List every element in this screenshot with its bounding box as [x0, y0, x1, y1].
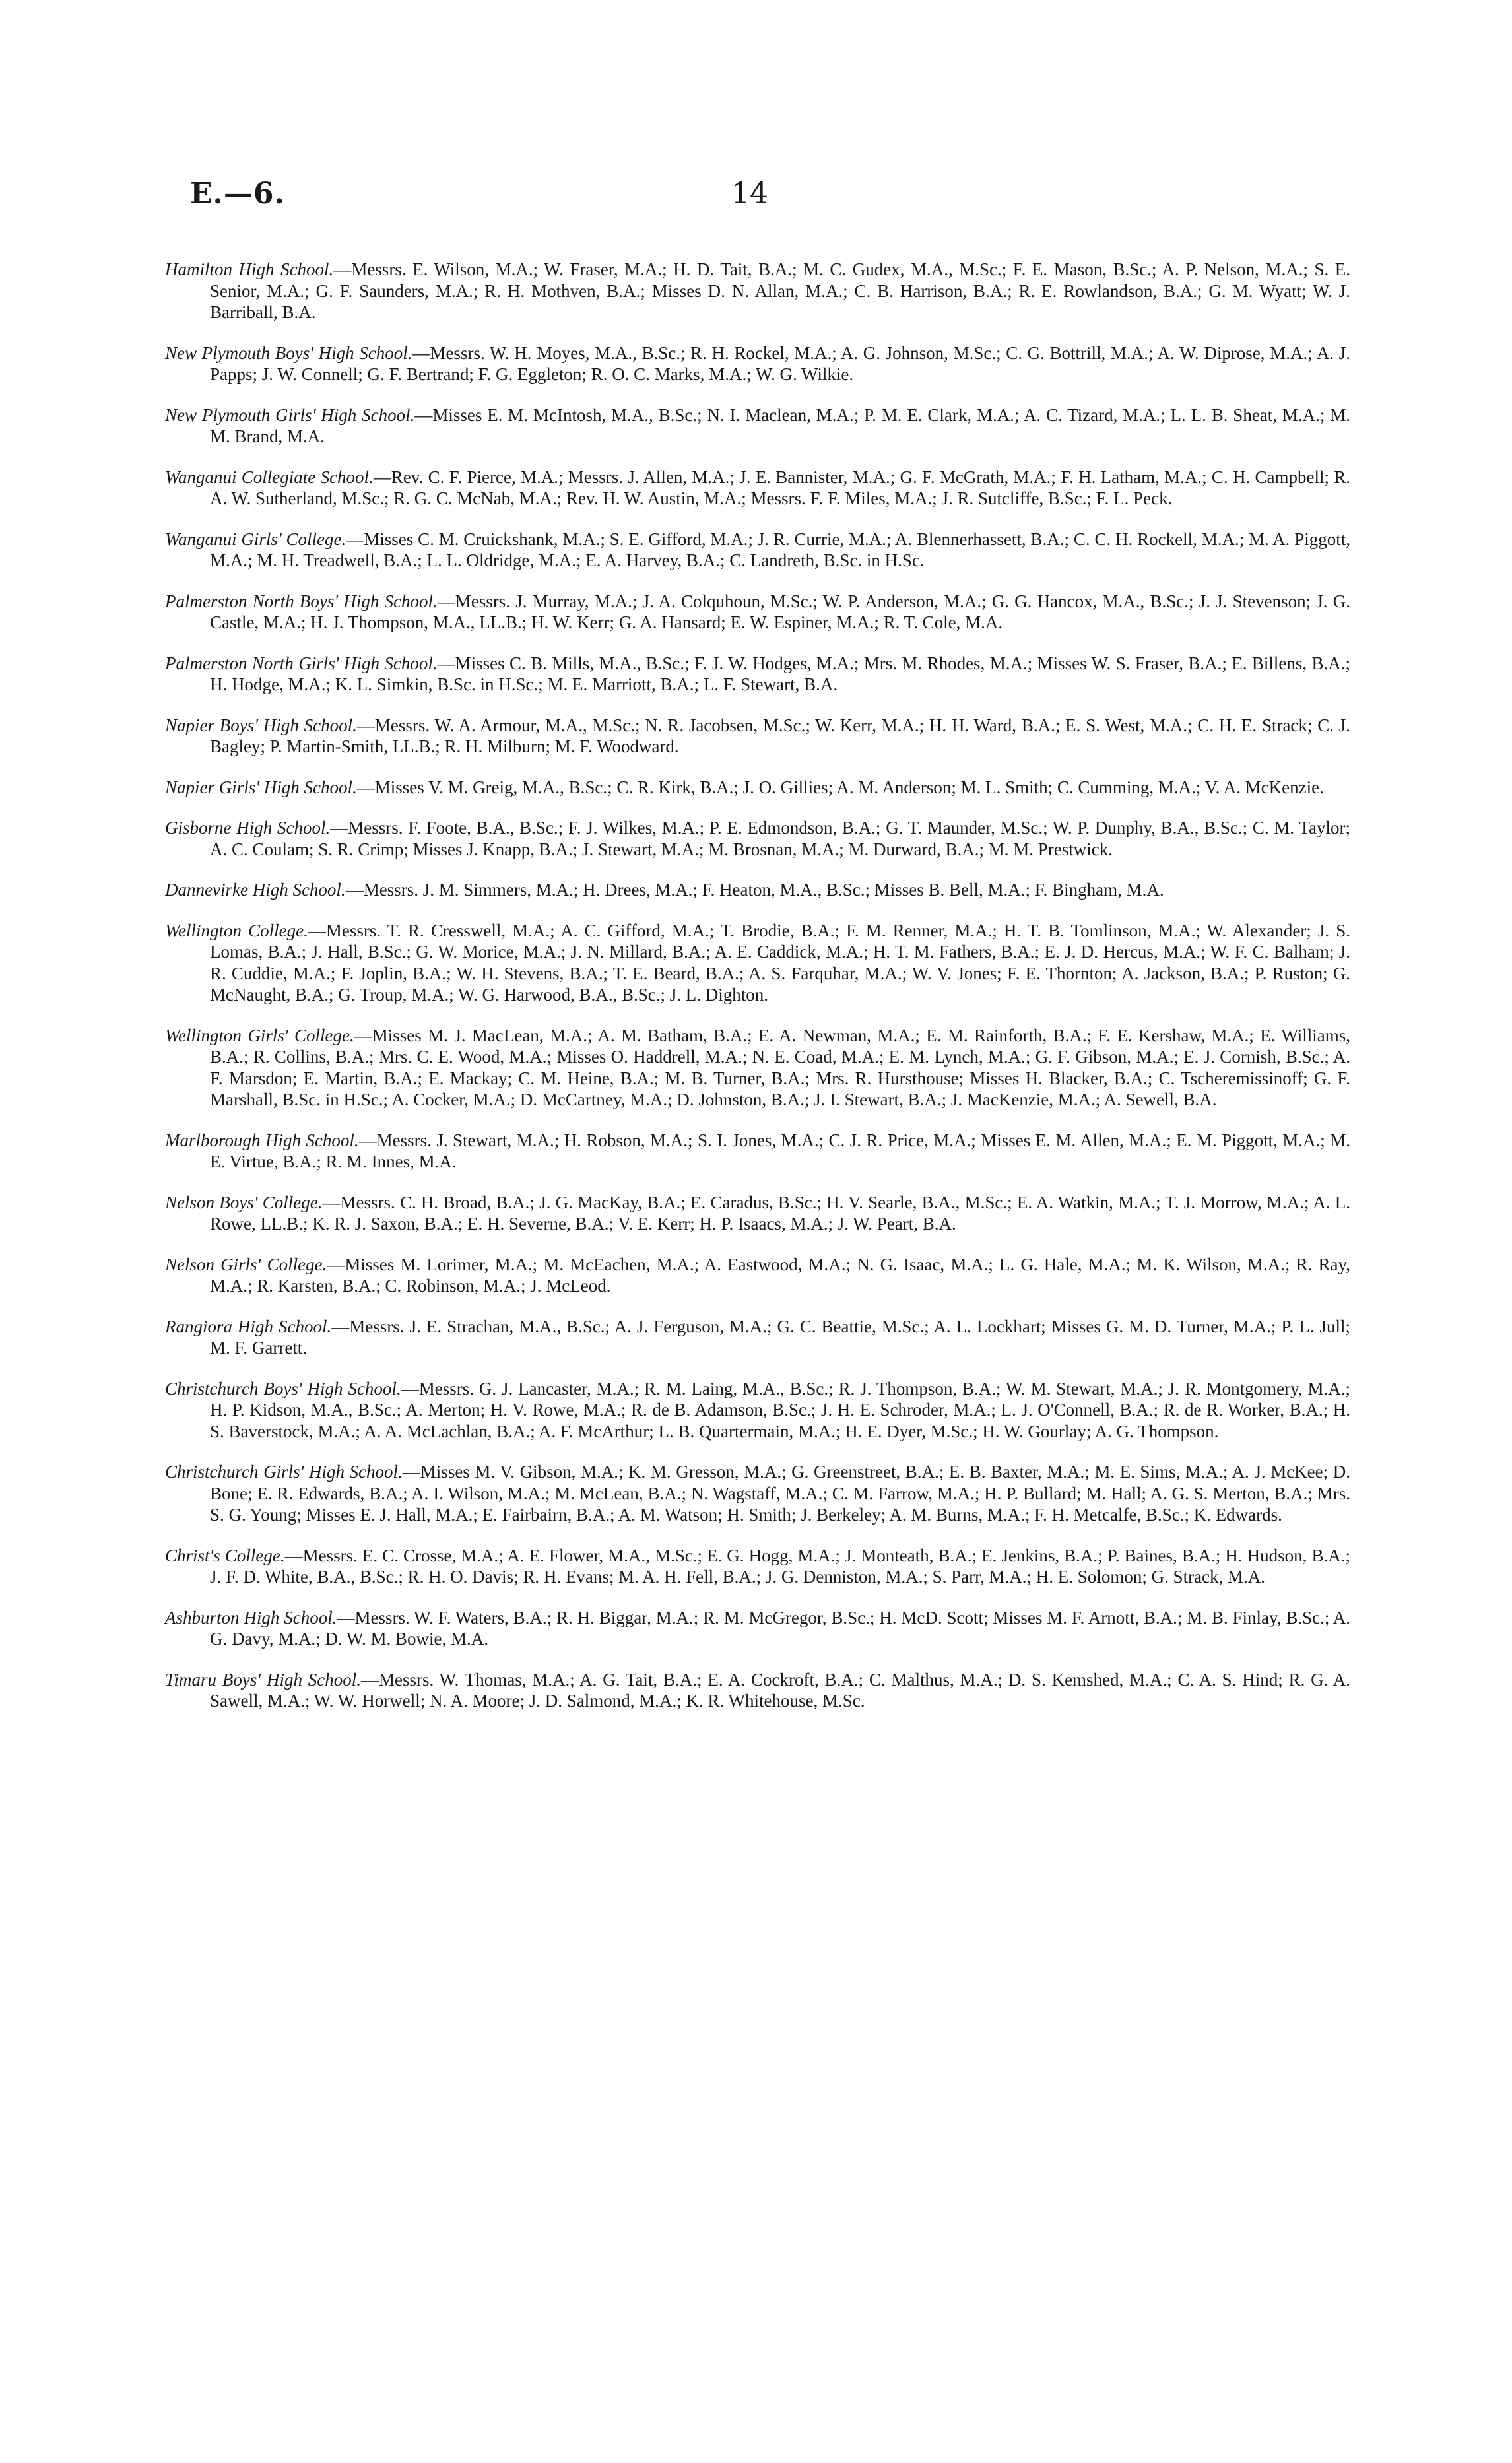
- school-entry: [165, 1254, 1350, 1297]
- school-name: Nelson Boys' College.: [165, 1192, 323, 1212]
- school-entry: [165, 1130, 1350, 1173]
- school-entry: [165, 1461, 1350, 1526]
- school-name: Christ's College.: [165, 1545, 285, 1565]
- school-entry: [165, 817, 1350, 860]
- staff-list: [165, 259, 1350, 1731]
- staff-names: —Misses C. B. Mills, M.A., B.Sc.; F. J. W. Hodges, M.A.; Mrs. M. Rhodes, M.A.; Misses W. S. Fraser, B.A.; E. Billens, B.A.; H. Hodge, M.A.; K. L. Simkin, B.Sc. in H.Sc.; M. E. Marriott, B.A.; L. F. Stewart, B.A.: [210, 653, 1351, 694]
- staff-names: —Messrs. T. R. Cresswell, M.A.; A. C. Gifford, M.A.; T. Brodie, B.A.; F. M. Renner, M.A.; H. T. B. Tomlinson, M.A.; W. Alexander; J. S. Lomas, B.A.; J. Hall, B.Sc.; G. W. Morice, M.A.; J. N. Millard, B.A.; A. E. Caddick, M.A.; H. T. M. Fathers, B.A.; E. J. D. Hercus, M.A.; W. F. C. Balham; J. R. Cuddie, M.A.; F. Joplin, B.A.; W. H. Stevens, B.A.; T. E. Beard, B.A.; A. S. Farquhar, M.A.; W. V. Jones; F. E. Thornton; A. Jackson, B.A.; P. Ruston; G. McNaught, B.A.; G. Troup, M.A.; W. G. Harwood, B.A., B.Sc.; J. L. Dighton.: [210, 920, 1350, 1004]
- school-name: Wellington Girls' College.: [165, 1025, 354, 1045]
- staff-names: —Messrs. G. J. Lancaster, M.A.; R. M. Laing, M.A., B.Sc.; R. J. Thompson, B.A.; W. M. Stewart, M.A.; J. R. Montgomery, M.A.; H. P. Kidson, M.A., B.Sc.; A. Merton; H. V. Rowe, M.A.; R. de B. Adamson, B.Sc.; J. H. E. Schroder, M.A.; L. J. O'Connell, B.A.; R. de R. Worker, B.A.; H. S. Baverstock, M.A.; A. A. McLachlan, B.A.; A. F. McArthur; L. B. Quartermain, M.A.; H. E. Dyer, M.Sc.; H. W. Gourlay; A. G. Thompson.: [210, 1378, 1350, 1441]
- school-entry: [165, 1378, 1350, 1443]
- staff-names: —Messrs. J. E. Strachan, M.A., B.Sc.; A. J. Ferguson, M.A.; G. C. Beattie, M.Sc.; A. L. Lockhart; Misses G. M. D. Turner, M.A.; P. L. Jull; M. F. Garrett.: [210, 1316, 1350, 1358]
- school-entry: [165, 1669, 1350, 1712]
- staff-names: —Misses M. J. MacLean, M.A.; A. M. Batham, B.A.; E. A. Newman, M.A.; E. M. Rainforth, B.A.; F. E. Kershaw, M.A.; E. Williams, B.A.; R. Collins, B.A.; Mrs. C. E. Wood, M.A.; Misses O. Haddrell, M.A.; N. E. Coad, M.A.; E. M. Lynch, M.A.; G. F. Gibson, M.A.; E. J. Cornish, B.Sc.; A. F. Marsdon; E. Martin, B.A.; E. Mackay; C. M. Heine, B.A.; M. B. Turner, B.A.; Mrs. R. Hursthouse; Misses H. Blacker, B.A.; C. Tscheremissinoff; G. F. Marshall, B.Sc. in H.Sc.; A. Cocker, M.A.; D. McCartney, M.A.; D. Johnston, B.A.; J. I. Stewart, B.A.; J. MacKenzie, M.A.; A. Sewell, B.A.: [210, 1025, 1350, 1109]
- school-entry: [165, 405, 1350, 447]
- school-name: Rangiora High School.: [165, 1316, 332, 1336]
- school-entry: [165, 591, 1350, 634]
- school-entry: [165, 529, 1350, 572]
- school-name: Wellington College.: [165, 920, 308, 940]
- school-name: Palmerston North Boys' High School.: [165, 591, 438, 611]
- school-entry: [165, 1025, 1350, 1111]
- staff-names: —Messrs. J. M. Simmers, M.A.; H. Drees, M.A.; F. Heaton, M.A., B.Sc.; Misses B. Bell, M.A.; F. Bingham, M.A.: [345, 880, 1164, 900]
- staff-names: —Messrs. W. A. Armour, M.A., M.Sc.; N. R. Jacobsen, M.Sc.; W. Kerr, M.A.; H. H. Ward, B.A.; E. S. West, M.A.; C. H. E. Strack; C. J. Bagley; P. Martin-Smith, LL.B.; R. H. Milburn; M. F. Woodward.: [210, 715, 1351, 756]
- school-entry: [165, 879, 1350, 901]
- document-code: E.—6.: [190, 177, 285, 211]
- school-name: Dannevirke High School.: [165, 880, 346, 900]
- staff-names: —Messrs. J. Stewart, M.A.; H. Robson, M.A.; S. I. Jones, M.A.; C. J. R. Price, M.A.; Misses E. M. Allen, M.A.; E. M. Piggott, M.A.; M. E. Virtue, B.A.; R. M. Innes, M.A.: [210, 1130, 1350, 1171]
- page-header: [190, 177, 1322, 216]
- school-name: Wanganui Collegiate School.: [165, 467, 374, 487]
- school-name: New Plymouth Boys' High School.: [165, 343, 412, 363]
- school-name: Timaru Boys' High School.: [165, 1669, 362, 1690]
- staff-names: —Messrs. J. Murray, M.A.; J. A. Colquhoun, M.Sc.; W. P. Anderson, M.A.; G. G. Hancox, M.A., B.Sc.; J. J. Stevenson; J. G. Castle, M.A.; H. J. Thompson, M.A., LL.B.; H. W. Kerr; G. A. Hansard; E. W. Espiner, M.A.; R. T. Cole, M.A.: [210, 591, 1350, 632]
- staff-names: —Misses M. V. Gibson, M.A.; K. M. Gresson, M.A.; G. Greenstreet, B.A.; E. B. Baxter, M.A.; M. E. Sims, M.A.; A. J. McKee; D. Bone; E. R. Edwards, B.A.; A. I. Wilson, M.A.; M. McLean, B.A.; N. Wagstaff, M.A.; C. M. Farrow, M.A.; H. P. Bullard; M. Hall; A. G. S. Merton, B.A.; Mrs. S. G. Young; Misses E. J. Hall, M.A.; E. Fairbairn, B.A.; A. M. Watson; H. Smith; J. Berkeley; A. M. Burns, M.A.; F. H. Metcalfe, B.Sc.; K. Edwards.: [210, 1462, 1350, 1525]
- school-name: Nelson Girls' College.: [165, 1254, 327, 1274]
- staff-names: —Messrs. W. Thomas, M.A.; A. G. Tait, B.A.; E. A. Cockroft, B.A.; C. Malthus, M.A.; D. S. Kemshed, M.A.; C. A. S. Hind; R. G. A. Sawell, M.A.; W. W. Horwell; N. A. Moore; J. D. Salmond, M.A.; K. R. Whitehouse, M.Sc.: [210, 1669, 1351, 1711]
- school-entry: [165, 1192, 1350, 1235]
- staff-names: —Messrs. E. C. Crosse, M.A.; A. E. Flower, M.A., M.Sc.; E. G. Hogg, M.A.; J. Monteath, B.A.; E. Jenkins, B.A.; P. Baines, B.A.; H. Hudson, B.A.; J. F. D. White, B.A., B.Sc.; R. H. O. Davis; R. H. Evans; M. A. H. Fell, B.A.; J. G. Denniston, M.A.; S. Parr, M.A.; H. E. Solomon; G. Strack, M.A.: [210, 1545, 1350, 1587]
- staff-names: —Misses V. M. Greig, M.A., B.Sc.; C. R. Kirk, B.A.; J. O. Gillies; A. M. Anderson; M. L. Smith; C. Cumming, M.A.; V. A. McKenzie.: [356, 777, 1324, 797]
- school-entry: [165, 920, 1350, 1006]
- school-name: Wanganui Girls' College.: [165, 529, 346, 549]
- school-entry: [165, 259, 1350, 323]
- school-name: Christchurch Girls' High School.: [165, 1462, 403, 1482]
- staff-names: —Messrs. E. Wilson, M.A.; W. Fraser, M.A.; H. D. Tait, B.A.; M. C. Gudex, M.A., M.Sc.; F. E. Mason, B.Sc.; A. P. Nelson, M.A.; S. E. Senior, M.A.; G. F. Saunders, M.A.; R. H. Mothven, B.A.; Misses D. N. Allan, M.A.; C. B. Harrison, B.A.; R. E. Rowlandson, B.A.; G. M. Wyatt; W. J. Barriball, B.A.: [210, 259, 1350, 322]
- school-name: Napier Girls' High School.: [165, 777, 357, 797]
- staff-names: —Rev. C. F. Pierce, M.A.; Messrs. J. Allen, M.A.; J. E. Bannister, M.A.; G. F. McGrath, M.A.; F. H. Latham, M.A.; C. H. Campbell; R. A. W. Sutherland, M.Sc.; R. G. C. McNab, M.A.; Rev. H. W. Austin, M.A.; Messrs. F. F. Miles, M.A.; J. R. Sutcliffe, B.Sc.; F. L. Peck.: [210, 467, 1351, 508]
- school-name: Napier Boys' High School.: [165, 715, 357, 735]
- school-name: Marlborough High School.: [165, 1130, 359, 1150]
- school-entry: [165, 467, 1350, 509]
- staff-names: —Messrs. W. H. Moyes, M.A., B.Sc.; R. H. Rockel, M.A.; A. G. Johnson, M.Sc.; C. G. Bottrill, M.A.; A. W. Diprose, M.A.; A. J. Papps; J. W. Connell; G. F. Bertrand; F. G. Eggleton; R. O. C. Marks, M.A.; W. G. Wilkie.: [210, 343, 1350, 384]
- school-entry: [165, 1607, 1350, 1650]
- school-entry: [165, 653, 1350, 696]
- staff-names: —Messrs. C. H. Broad, B.A.; J. G. MacKay, B.A.; E. Caradus, B.Sc.; H. V. Searle, B.A., M.Sc.; E. A. Watkin, M.A.; T. J. Morrow, M.A.; A. L. Rowe, LL.B.; K. R. J. Saxon, B.A.; E. H. Severne, B.A.; V. E. Kerr; H. P. Isaacs, M.A.; J. W. Peart, B.A.: [210, 1192, 1350, 1233]
- school-entry: [165, 343, 1350, 385]
- school-name: New Plymouth Girls' High School.: [165, 405, 415, 425]
- page-number: 14: [731, 177, 768, 211]
- school-name: Christchurch Boys' High School.: [165, 1378, 401, 1398]
- staff-names: —Misses C. M. Cruickshank, M.A.; S. E. Gifford, M.A.; J. R. Currie, M.A.; A. Blennerhassett, B.A.; C. C. H. Rockell, M.A.; M. A. Piggott, M.A.; M. H. Treadwell, B.A.; L. L. Oldridge, M.A.; E. A. Harvey, B.A.; C. Landreth, B.Sc. in H.Sc.: [210, 529, 1350, 570]
- staff-names: —Misses E. M. McIntosh, M.A., B.Sc.; N. I. Maclean, M.A.; P. M. E. Clark, M.A.; A. C. Tizard, M.A.; L. L. B. Sheat, M.A.; M. M. Brand, M.A.: [210, 405, 1351, 446]
- staff-names: —Misses M. Lorimer, M.A.; M. McEachen, M.A.; A. Eastwood, M.A.; N. G. Isaac, M.A.; L. G. Hale, M.A.; M. K. Wilson, M.A.; R. Ray, M.A.; R. Karsten, B.A.; C. Robinson, M.A.; J. McLeod.: [210, 1254, 1350, 1296]
- school-entry: [165, 1545, 1350, 1588]
- school-entry: [165, 1316, 1350, 1359]
- staff-names: —Messrs. W. F. Waters, B.A.; R. H. Biggar, M.A.; R. M. McGregor, B.Sc.; H. McD. Scott; Misses M. F. Arnott, B.A.; M. B. Finlay, B.Sc.; A. G. Davy, M.A.; D. W. M. Bowie, M.A.: [210, 1607, 1351, 1649]
- school-name: Palmerston North Girls' High School.: [165, 653, 438, 673]
- school-entry: [165, 777, 1350, 799]
- school-name: Ashburton High School.: [165, 1607, 337, 1627]
- school-entry: [165, 715, 1350, 758]
- school-name: Hamilton High School.: [165, 259, 334, 279]
- school-name: Gisborne High School.: [165, 818, 331, 837]
- staff-names: —Messrs. F. Foote, B.A., B.Sc.; F. J. Wilkes, M.A.; P. E. Edmondson, B.A.; G. T. Maunder, M.Sc.; W. P. Dunphy, B.A., B.Sc.; C. M. Taylor; A. C. Coulam; S. R. Crimp; Misses J. Knapp, B.A.; J. Stewart, M.A.; M. Brosnan, M.A.; M. Durward, B.A.; M. M. Prestwick.: [210, 818, 1351, 859]
